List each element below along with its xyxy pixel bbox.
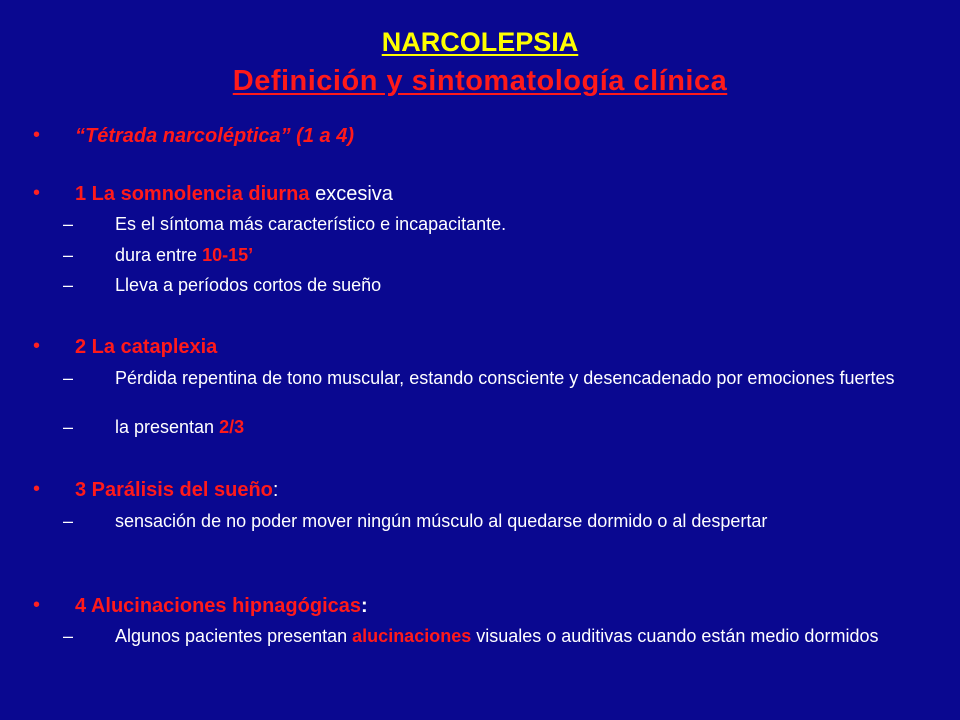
slide-subtitle: Definición y sintomatología clínica: [232, 65, 728, 97]
section-2-heading: [75, 336, 217, 358]
bullet-icon: •: [33, 124, 41, 146]
slide-title: NARCOLEPSIA: [381, 27, 579, 57]
section-3-heading: [75, 479, 278, 501]
dash-icon: –: [63, 417, 74, 437]
dash-icon: –: [63, 214, 74, 234]
list-item: [115, 627, 915, 645]
section-heading-rest: :: [361, 595, 368, 617]
dash-icon: –: [63, 511, 74, 531]
dash-icon: –: [63, 368, 74, 388]
bullet-icon: •: [33, 335, 41, 357]
section-heading-emphasis: 4 Alucinaciones hipnagógicas: [75, 595, 361, 617]
bullet-icon: •: [33, 594, 41, 616]
list-item: Pérdida repentina de tono muscular, estando consciente y desencadenado por emociones fuertes: [115, 368, 895, 388]
highlight-value: 2/3: [219, 417, 245, 437]
highlight-value: alucinaciones: [352, 626, 472, 646]
section-heading-emphasis: 3 Parálisis del sueño: [75, 479, 273, 501]
bullet-icon: •: [33, 478, 41, 500]
section-heading-rest: :: [272, 479, 279, 501]
section-1-heading: [75, 183, 393, 205]
list-item: Es el síntoma más característico e incapacitante.: [115, 214, 507, 234]
section-heading-emphasis: 2 La cataplexia: [75, 336, 218, 358]
list-item: [115, 418, 915, 436]
section-heading-emphasis: 1 La somnolencia diurna: [75, 183, 310, 205]
bullet-icon: •: [33, 182, 41, 204]
list-item-text: la presentan: [115, 417, 220, 437]
dash-icon: –: [63, 626, 74, 646]
list-item-text: dura entre: [115, 245, 203, 265]
section-4-heading: [75, 595, 368, 617]
list-item-text: Algunos pacientes presentan: [115, 626, 353, 646]
list-item-text: visuales o auditivas cuando están medio dormidos: [471, 626, 879, 646]
dash-icon: –: [63, 275, 74, 295]
dash-icon: –: [63, 245, 74, 265]
list-item: [115, 246, 915, 264]
list-item: sensación de no poder mover ningún músculo al quedarse dormido o al despertar: [115, 511, 768, 531]
section-heading-rest: excesiva: [309, 183, 393, 205]
intro-heading: “Tétrada narcoléptica” (1 a 4): [75, 125, 354, 147]
list-item: Lleva a períodos cortos de sueño: [115, 275, 382, 295]
highlight-value: 10-15’: [202, 245, 254, 265]
